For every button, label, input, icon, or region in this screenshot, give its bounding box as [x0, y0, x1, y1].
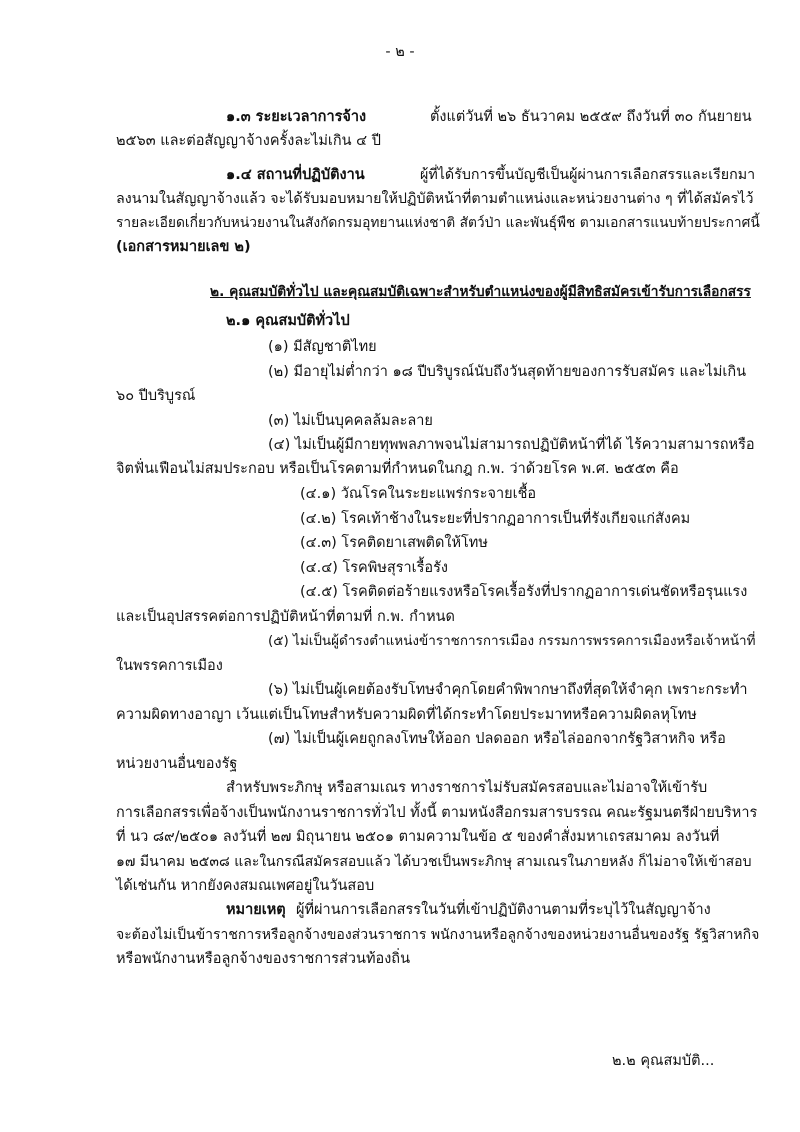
monk-paragraph: สำหรับพระภิกษุ หรือสามเณร ทางราชการไม่รับสมัครสอบและไม่อาจให้เข้ารับ	[226, 780, 708, 796]
section-1-3-text-cont: ๒๕๖๓ และต่อสัญญาจ้างครั้งละไม่เกิน ๔ ปี	[116, 133, 381, 149]
section-1-3-heading: ๑.๓ ระยะเวลาการจ้าง	[226, 109, 367, 125]
qualification-item: (๕) ไม่เป็นผู้ดำรงตำแหน่งข้าราชการการเมือง กรรมการพรรคการเมืองหรือเจ้าหน้าที่	[268, 633, 756, 649]
qualification-item: (๔) ไม่เป็นผู้มีกายทุพพลภาพจนไม่สามารถปฏิบัติหน้าที่ได้ ไร้ความสามารถหรือ	[268, 437, 755, 453]
monk-paragraph-cont: ที่ นว ๘๙/๒๕๐๑ ลงวันที่ ๒๗ มิถุนายน ๒๕๐๑ ตามความในข้อ ๕ ของคำสั่งมหาเถรสมาคม ลงวันที่	[116, 829, 720, 845]
disease-item: (๔.๒) โรคเท้าช้างในระยะที่ปรากฏอาการเป็นที่รังเกียจแก่สังคม	[300, 511, 691, 527]
disease-item: (๔.๕) โรคติดต่อร้ายแรงหรือโรคเรื้อรังที่ปรากฏอาการเด่นชัดหรือรุนแรง	[300, 584, 748, 600]
qualification-item: (๑) มีสัญชาติไทย	[268, 339, 377, 355]
qualification-item-cont: หน่วยงานอื่นของรัฐ	[116, 756, 238, 772]
continuation-marker: ๒.๒ คุณสมบัติ...	[612, 1053, 715, 1069]
section-1-4-text-cont: ลงนามในสัญญาจ้างแล้ว จะได้รับมอบหมายให้ปฏิบัติหน้าที่ตามตำแหน่งและหน่วยงานต่าง ๆ ที่ได้สมัครไว้	[116, 191, 754, 207]
qualification-item-cont: จิตฟั่นเฟือนไม่สมประกอบ หรือเป็นโรคตามที่กำหนดในกฎ ก.พ. ว่าด้วยโรค พ.ศ. ๒๕๕๓ คือ	[116, 461, 679, 477]
section-1-4-doc-ref: (เอกสารหมายเลข ๒)	[116, 239, 251, 255]
note-text-cont: หรือพนักงานหรือลูกจ้างของราชการส่วนท้องถิ่น	[116, 951, 411, 967]
qualification-item: (๓) ไม่เป็นบุคคลล้มละลาย	[268, 413, 433, 429]
section-1-4-text-cont: รายละเอียดเกี่ยวกับหน่วยงานในสังกัดกรมอุทยานแห่งชาติ สัตว์ป่า และพันธุ์พืช ตามเอกสารแนบท้ายประกาศนี้	[116, 215, 760, 231]
qualification-item-cont: ๖๐ ปีบริบูรณ์	[116, 388, 196, 404]
section-1-4-heading: ๑.๔ สถานที่ปฏิบัติงาน	[226, 167, 365, 183]
note-label: หมายเหตุ	[226, 902, 286, 918]
monk-paragraph-cont: ได้เช่นกัน หากยังคงสมณเพศอยู่ในวันสอบ	[116, 878, 375, 894]
section-2-heading: ๒. คุณสมบัติทั่วไป และคุณสมบัติเฉพาะสำหรับตำแหน่งของผู้มีสิทธิสมัครเข้ารับการเลือกสรร	[210, 284, 751, 300]
qualification-item: (๒) มีอายุไม่ต่ำกว่า ๑๘ ปีบริบูรณ์นับถึงวันสุดท้ายของการรับสมัคร และไม่เกิน	[268, 364, 747, 380]
monk-paragraph-cont: ๑๗ มีนาคม ๒๕๓๘ และในกรณีสมัครสอบแล้ว ได้บวชเป็นพระภิกษุ สามเณรในภายหลัง ก็ไม่อาจให้เข้าสอบ	[116, 854, 752, 870]
qualification-item: (๗) ไม่เป็นผู้เคยถูกลงโทษให้ออก ปลดออก หรือไล่ออกจากรัฐวิสาหกิจ หรือ	[268, 731, 726, 747]
disease-item: (๔.๑) วัณโรคในระยะแพร่กระจายเชื้อ	[300, 486, 537, 502]
qualification-item-cont: ความผิดทางอาญา เว้นแต่เป็นโทษสำหรับความผิดที่ได้กระทำโดยประมาทหรือความผิดลหุโทษ	[116, 707, 697, 723]
page-number: - ๒ -	[385, 44, 415, 60]
monk-paragraph-cont: การเลือกสรรเพื่อจ้างเป็นพนักงานราชการทั่วไป ทั้งนี้ ตามหนังสือกรมสารบรรณ คณะรัฐมนตรีฝ่ายบริหาร	[116, 805, 758, 821]
section-1-4-text: ผู้ที่ได้รับการขึ้นบัญชีเป็นผู้ผ่านการเลือกสรรและเรียกมา	[420, 167, 756, 183]
section-2-1-heading: ๒.๑ คุณสมบัติทั่วไป	[226, 313, 350, 329]
note-text: ผู้ที่ผ่านการเลือกสรรในวันที่เข้าปฏิบัติงานตามที่ระบุไว้ในสัญญาจ้าง	[296, 902, 711, 918]
section-1-3-text: ตั้งแต่วันที่ ๒๖ ธันวาคม ๒๕๕๙ ถึงวันที่ ๓๐ กันยายน	[430, 109, 752, 125]
disease-item-cont: และเป็นอุปสรรคต่อการปฏิบัติหน้าที่ตามที่ ก.พ. กำหนด	[116, 609, 455, 625]
note-text-cont: จะต้องไม่เป็นข้าราชการหรือลูกจ้างของส่วนราชการ พนักงานหรือลูกจ้างของหน่วยงานอื่นของรัฐ รัฐวิสาหกิจ	[116, 927, 760, 943]
disease-item: (๔.๓) โรคติดยาเสพติดให้โทษ	[300, 535, 488, 551]
disease-item: (๔.๔) โรคพิษสุราเรื้อรัง	[300, 560, 448, 576]
qualification-item: (๖) ไม่เป็นผู้เคยต้องรับโทษจำคุกโดยคำพิพากษาถึงที่สุดให้จำคุก เพราะกระทำ	[268, 682, 748, 698]
qualification-item-cont: ในพรรคการเมือง	[116, 658, 223, 674]
